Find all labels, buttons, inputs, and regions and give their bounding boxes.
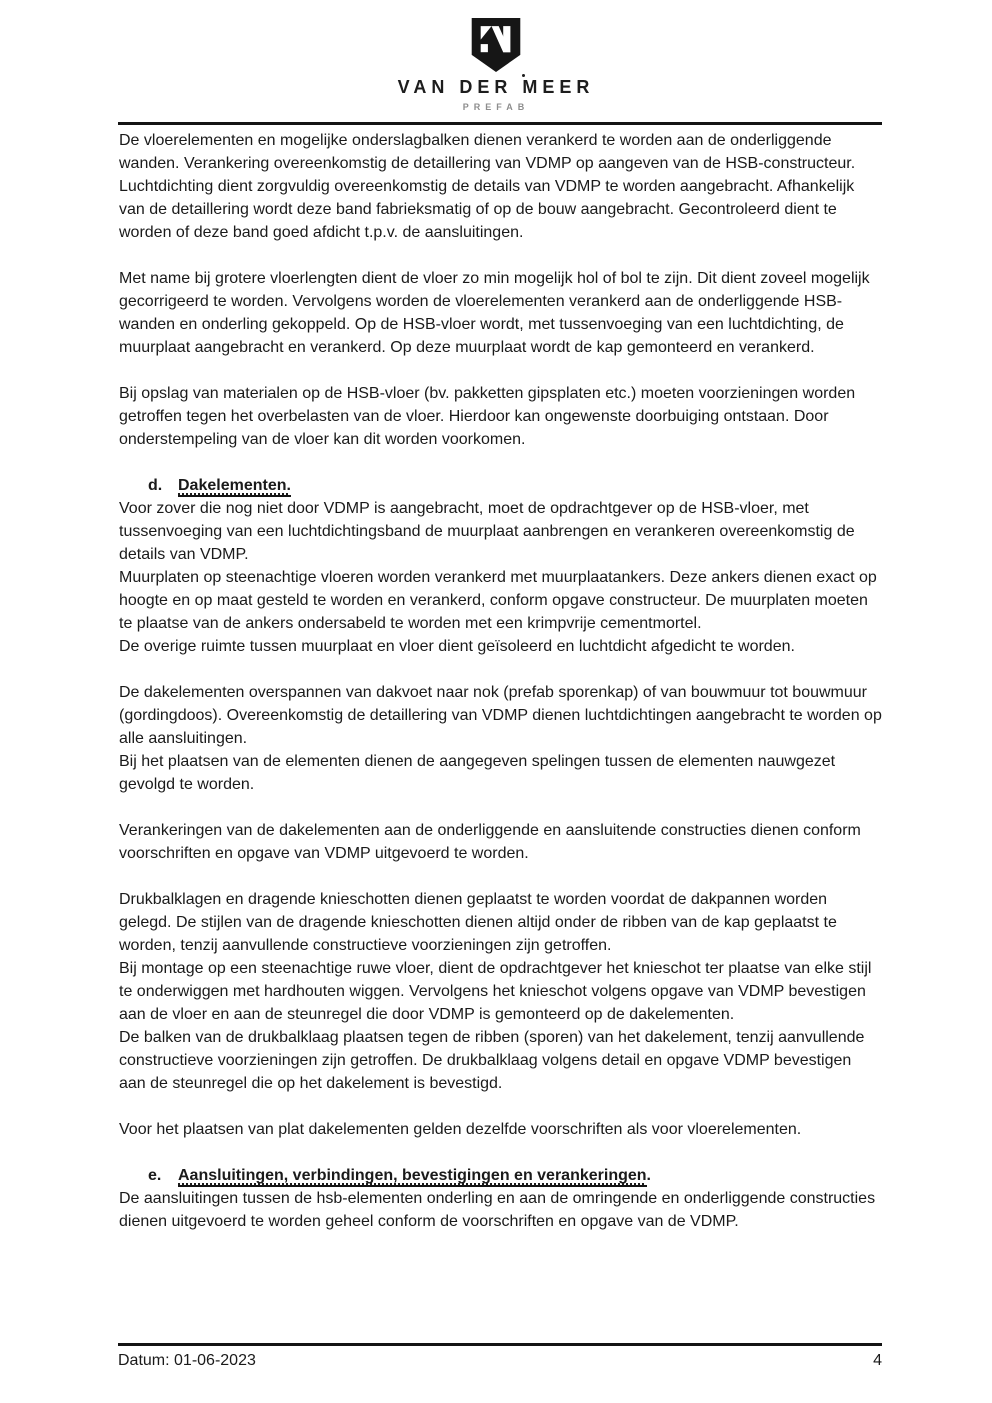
- footer-page-number: 4: [873, 1352, 882, 1369]
- paragraph: Voor zover die nog niet door VDMP is aangebracht, moet de opdrachtgever op de HSB-vloer, met tussenvoeging van een luchtdichtingsband de muurplaat aanbrengen en verankeren overeenkomstig de details van VDMP.: [119, 500, 855, 563]
- heading-title: Aansluitingen, verbindingen, bevestigingen en verankeringen: [178, 1167, 647, 1187]
- paragraph: De overige ruimte tussen muurplaat en vloer dient geïsoleerd en luchtdicht afgedicht te worden.: [119, 638, 795, 655]
- vdm-shield-monogram-icon: [469, 16, 523, 74]
- heading-marker: e.: [148, 1167, 162, 1184]
- brand-accent-dot: [522, 74, 525, 77]
- paragraph: Voor het plaatsen van plat dakelementen gelden dezelfde voorschriften als voor vloerelementen.: [119, 1121, 802, 1138]
- heading-suffix: .: [646, 1167, 651, 1184]
- paragraph: Bij montage op een steenachtige ruwe vloer, dient de opdrachtgever het knieschot ter plaatse van elke stijl te onderwiggen met hardhouten wiggen. Vervolgens het knieschot volgens opgave van VDMP bevestigen aan de vloer en aan de steunregel die door VDMP is gemonteerd op de dakelementen.: [119, 960, 872, 1023]
- paragraph: Bij opslag van materialen op de HSB-vloer (bv. pakketten gipsplaten etc.) moeten voorzieningen worden getroffen tegen het overbelasten van de vloer. Hierdoor kan ongewenste doorbuiging ontstaan. Door onderstempeling van de vloer kan dit worden voorkomen.: [119, 385, 856, 448]
- page-footer: [118, 1343, 882, 1372]
- brand-name: [398, 77, 595, 97]
- paragraph: Drukbalklagen en dragende knieschotten dienen geplaatst te worden voordat de dakpannen worden gelegd. De stijlen van de dragende knieschotten dienen altijd onder de ribben van de kap geplaatst te worden, tenzij aanvullende constructieve voorzieningen zijn getroffen.: [119, 891, 837, 954]
- paragraph: Bij het plaatsen van de elementen dienen de aangegeven spelingen tussen de elementen nauwgezet gevolgd te worden.: [119, 753, 836, 793]
- section-heading-e: [119, 1164, 882, 1187]
- paragraph: Muurplaten op steenachtige vloeren worden verankerd met muurplaatankers. Deze ankers dienen exact op hoogte en op maat gesteld te worden en verankerd, conform opgave constructeur. De muurplaten moeten te plaatse van de ankers ondersabeld te worden met een krimpvrije cementmortel.: [119, 569, 877, 632]
- heading-marker: d.: [148, 477, 163, 494]
- paragraph: De dakelementen overspannen van dakvoet naar nok (prefab sporenkap) of van bouwmuur tot bouwmuur (gordingdoos). Overeenkomstig de detaillering van VDMP dienen luchtdichtingen aangebracht te worden op alle aansluitingen.: [119, 684, 882, 747]
- footer-date: Datum: 01-06-2023: [118, 1352, 256, 1369]
- section-heading-d: [119, 474, 882, 497]
- paragraph: Met name bij grotere vloerlengten dient de vloer zo min mogelijk hol of bol te zijn. Dit dient zoveel mogelijk gecorrigeerd te worden. Vervolgens worden de vloerelementen verankerd aan de onderliggende HSB-wanden en onderling gekoppeld. Op de HSB-vloer wordt, met tussenvoeging van een luchtdichting, de muurplaat aangebracht en verankerd. Op deze muurplaat wordt de kap gemonteerd en verankerd.: [119, 270, 870, 356]
- heading-title: Dakelementen.: [178, 477, 291, 497]
- paragraph: De vloerelementen en mogelijke onderslagbalken dienen verankerd te worden aan de onderliggende wanden. Verankering overeenkomstig de detaillering van VDMP op aangeven van de HSB-constructeur. Luchtdichting dient zorgvuldig overeenkomstig de details van VDMP te worden aangebracht. Afhankelijk van de detaillering wordt deze band fabrieksmatig of op de bouw aangebracht. Gecontroleerd dient te worden of deze band goed afdicht t.p.v. de aansluitingen.: [119, 132, 856, 241]
- brand-name-text: VAN DER MEER: [397, 77, 595, 97]
- paragraph: Verankeringen van de dakelementen aan de onderliggende en aansluitende constructies dienen conform voorschriften en opgave van VDMP uitgevoerd te worden.: [119, 822, 861, 862]
- brand-subtitle: PREFAB: [462, 102, 530, 112]
- paragraph: De aansluitingen tussen de hsb-elementen onderling en aan de omringende en onderliggende constructies dienen uitgevoerd te worden geheel conform de voorschriften en opgave van de VDMP.: [119, 1190, 876, 1230]
- document-header: [0, 0, 992, 113]
- paragraph: De balken van de drukbalklaag plaatsen tegen de ribben (sporen) van het dakelement, tenzij aanvullende constructieve voorzieningen zijn getroffen. De drukbalklaag volgens detail en opgave VDMP bevestigen aan de steunregel die op het dakelement is bevestigd.: [119, 1029, 865, 1092]
- document-body: [0, 125, 992, 1233]
